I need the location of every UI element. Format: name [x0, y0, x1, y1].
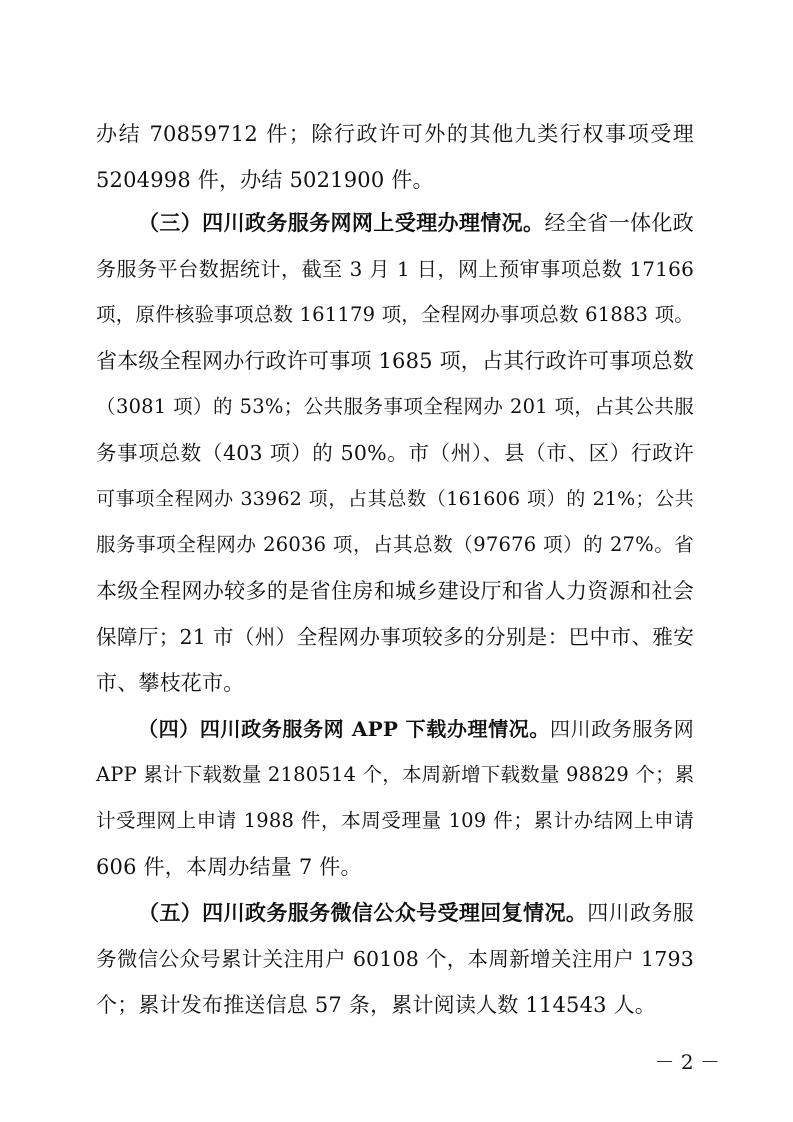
line-text: 本级全程网办较多的是省住房和城乡建设厅和省人力资源和社会: [96, 579, 694, 603]
line-text: 经全省一体化政: [544, 211, 694, 235]
body-line: [96, 387, 694, 427]
section-5-first-line: [138, 893, 694, 933]
line-text: 办结 70859712 件；除行政许可外的其他九类行权事项受理: [96, 122, 694, 146]
body-line: [96, 847, 694, 887]
body-line: [96, 571, 694, 611]
body-line: [96, 663, 694, 703]
line-text: 计受理网上申请 1988 件，本周受理量 109 件；累计办结网上申请: [96, 809, 694, 832]
body-line: [96, 433, 694, 473]
body-line: [96, 985, 694, 1025]
body-line: [96, 525, 694, 565]
line-text: 市、攀枝花市。: [96, 671, 245, 695]
line-text: 服务事项全程网办 26036 项，占其总数（97676 项）的 27%。省: [96, 533, 694, 556]
body-line: [96, 755, 694, 795]
section-4-first-line: [138, 709, 694, 749]
line-text: 省本级全程网办行政许可事项 1685 项，占其行政许可事项总数: [96, 349, 694, 373]
body-line: [96, 341, 694, 381]
body-line: [96, 479, 694, 519]
section-4-heading: （四）四川政务服务网 APP 下载办理情况。: [138, 717, 551, 741]
line-text: 项，原件核验事项总数 161179 项，全程网办事项总数 61883 项。: [96, 303, 694, 326]
body-line: [96, 801, 694, 841]
line-text: （3081 项）的 53%；公共服务事项全程网办 201 项，占其公共服: [96, 395, 694, 418]
section-3-heading: （三）四川政务服务网网上受理办理情况。: [138, 210, 545, 235]
line-text: 四川政务服: [587, 901, 695, 925]
body-line: [96, 249, 694, 289]
page-number: － 2 －: [654, 1050, 720, 1074]
line-text: APP 累计下载数量 2180514 个，本周新增下载数量 98829 个；累: [96, 763, 695, 786]
line-text: 务服务平台数据统计，截至 3 月 1 日，网上预审事项总数 17166: [96, 257, 694, 281]
line-text: 606 件，本周办结量 7 件。: [96, 855, 362, 879]
body-line: [96, 939, 694, 979]
line-text: 可事项全程网办 33962 项，占其总数（161606 项）的 21%；公共: [96, 488, 694, 510]
body-line: [96, 617, 694, 657]
section-5-heading: （五）四川政务服务微信公众号受理回复情况。: [138, 900, 588, 925]
line-text: 个；累计发布推送信息 57 条，累计阅读人数 114543 人。: [96, 993, 656, 1017]
line-text: 保障厅；21 市（州）全程网办事项较多的分别是：巴中市、雅安: [96, 625, 694, 649]
line-text: 务微信公众号累计关注用户 60108 个，本周新增关注用户 1793: [96, 947, 694, 971]
body-line: [96, 114, 694, 154]
body-line: [96, 160, 694, 200]
body-line: [96, 295, 694, 335]
line-text: 四川政务服务网: [550, 717, 695, 741]
line-text: 务事项总数（403 项）的 50%。市（州）、县（市、区）行政许: [96, 441, 694, 465]
section-3-first-line: [138, 203, 694, 243]
line-text: 5204998 件，办结 5021900 件。: [96, 168, 434, 192]
